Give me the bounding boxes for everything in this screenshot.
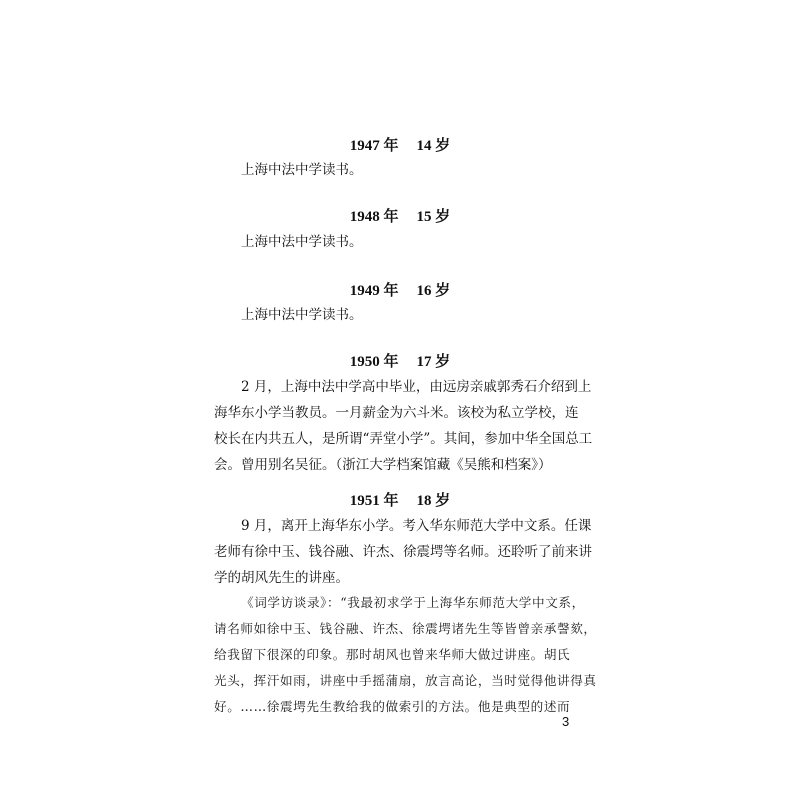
year-label: 1948 年 <box>349 209 399 225</box>
quote-line: 《词学访谈录》：“我最初求学于上海华东师范大学中文系， <box>241 595 585 610</box>
age-label: 18 岁 <box>416 493 451 509</box>
quote-line: 好。……徐震堮先生教给我的做索引的方法。他是典型的述而 <box>214 699 571 714</box>
age-label: 17 岁 <box>416 354 451 370</box>
entry-paragraph-1949 <box>214 302 570 328</box>
age-label: 14 岁 <box>416 138 451 154</box>
paragraph-line: 学的胡风先生的讲座。 <box>214 570 349 586</box>
paragraph-line: 会。曾用别名吴征。（浙江大学档案馆藏《吴熊和档案》） <box>214 457 552 473</box>
year-heading-1947 <box>0 136 800 156</box>
paragraph-line: 校长在内共五人，是所谓“弄堂小学”。其间，参加中华全国总工 <box>214 431 593 447</box>
age-label: 15 岁 <box>416 209 451 225</box>
year-label: 1949 年 <box>349 283 399 299</box>
age-label: 16 岁 <box>416 283 451 299</box>
year-label: 1947 年 <box>349 138 399 154</box>
entry-paragraph-1950 <box>214 374 593 478</box>
entry-paragraph-1947 <box>214 157 570 183</box>
paragraph-line: 上海中法中学读书。 <box>241 234 363 250</box>
year-label: 1951 年 <box>349 493 399 509</box>
year-heading-1951 <box>0 491 800 511</box>
year-heading-1948 <box>0 207 800 227</box>
year-heading-1950 <box>0 352 800 372</box>
quote-line: 给我留下很深的印象。那时胡风也曾来华师大做过讲座。胡氏 <box>214 647 571 662</box>
paragraph-line: 上海中法中学读书。 <box>241 307 363 323</box>
paragraph-line: 海华东小学当教员。一月薪金为六斗米。该校为私立学校，连 <box>214 405 579 421</box>
entry-paragraph-1951 <box>214 513 592 591</box>
entry-paragraph-1948 <box>214 229 570 255</box>
year-label: 1950 年 <box>349 354 399 370</box>
quote-line: 光头，挥汗如雨，讲座中手摇蒲扇，放言高论，当时觉得他讲得真 <box>214 673 597 688</box>
quotation-block <box>214 590 597 720</box>
year-heading-1949 <box>0 281 800 301</box>
paragraph-line: 9 月，离开上海华东小学。考入华东师范大学中文系。任课 <box>241 518 592 534</box>
paragraph-line: 上海中法中学读书。 <box>241 162 363 178</box>
quote-line: 请名师如徐中玉、钱谷融、许杰、徐震堮诸先生等皆曾亲承謦欬， <box>214 621 597 636</box>
paragraph-line: 老师有徐中玉、钱谷融、许杰、徐震堮等名师。还聆听了前来讲 <box>214 544 592 560</box>
paragraph-line: 2 月，上海中法中学高中毕业，由远房亲戚郭秀石介绍到上 <box>241 379 592 395</box>
page-number: 3 <box>562 714 570 729</box>
